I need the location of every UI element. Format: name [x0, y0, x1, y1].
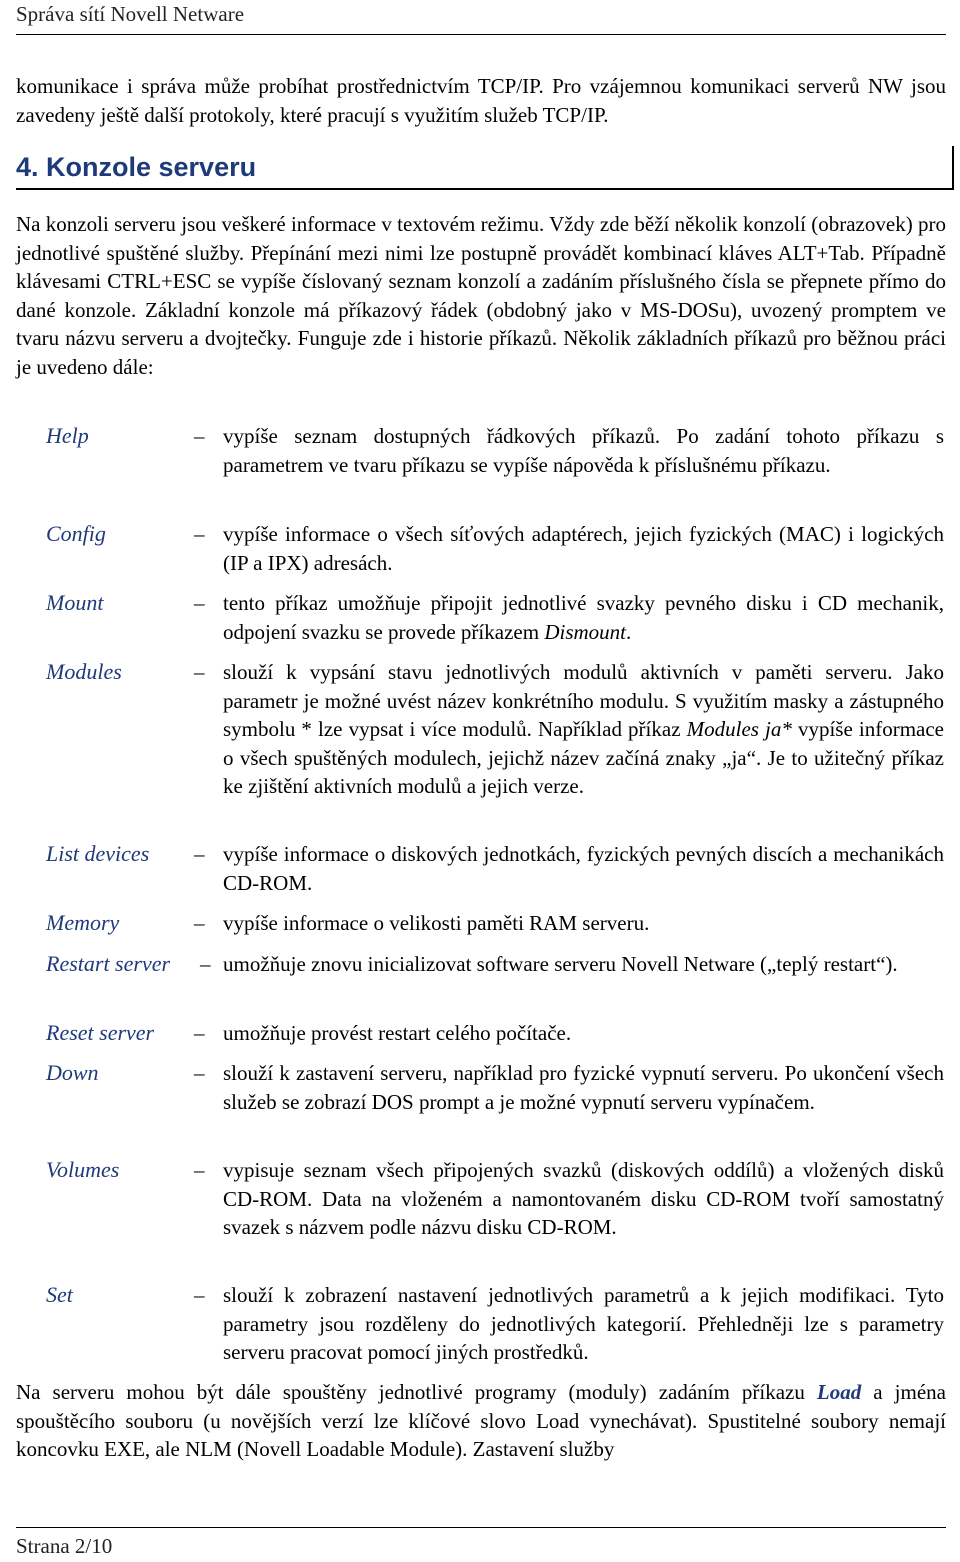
- dash: –: [194, 1061, 205, 1085]
- closing-text: a jména spouštěcího souboru (u novějších verzí lze klíčové slovo Load vynechávat). Spustitelné soubory nemají koncovku EXE, ale NLM (Novell Loadable Module). Zastavení služby: [16, 1380, 946, 1461]
- command-description: [223, 658, 944, 801]
- command-description: umožňuje provést restart celého počítače.: [223, 1021, 572, 1045]
- section-title: 4. Konzole serveru: [16, 152, 257, 182]
- dash: –: [194, 842, 205, 866]
- command-term: Down: [46, 1060, 99, 1085]
- load-keyword: Load: [816, 1380, 862, 1404]
- dash: –: [194, 1158, 205, 1182]
- desc-emphasis: Dismount: [544, 619, 626, 644]
- command-term: Volumes: [46, 1157, 120, 1182]
- console-paragraph: Na konzoli serveru jsou veškeré informace v textovém režimu. Vždy zde běží několik konzolí (obrazovek) pro jednotlivé spuštěné služby. Přepínání mezi nimi lze postupně provádět kombinací kláves ALT+Tab. Případně klávesami CTRL+ESC se vypíše číslovaný seznam konzolí a zadáním příslušného čísla se přepnete přímo do dané konzole. Základní konzole má příkazový řádek (obdobný jako v MS-DOSu), uvozený promptem ve tvaru názvu serveru a dvojtečky. Funguje zde i historie příkazů. Několik základních příkazů pro běžnou práci je uvedeno dále:: [16, 212, 946, 379]
- dash: –: [194, 424, 205, 448]
- command-term: List devices: [46, 841, 150, 866]
- dash: –: [194, 1021, 205, 1045]
- dash: –: [194, 522, 205, 546]
- command-description: vypíše informace o všech síťových adaptérech, jejich fyzických (MAC) i logických (IP a IPX) adresách.: [223, 522, 944, 575]
- dash: –: [194, 1283, 205, 1307]
- intro-paragraph: komunikace i správa může probíhat prostřednictvím TCP/IP. Pro vzájemnou komunikaci serverů NW jsou zavedeny ještě další protokoly, které pracují s využitím služeb TCP/IP.: [16, 74, 946, 127]
- closing-text: Na serveru mohou být dále spouštěny jednotlivé programy (moduly) zadáním příkazu: [16, 1380, 817, 1404]
- command-term: Reset server: [46, 1020, 155, 1045]
- command-term: Help: [46, 423, 89, 448]
- command-description: slouží k zastavení serveru, například pro fyzické vypnutí serveru. Po ukončení všech služeb se zobrazí DOS prompt a je možné vypnutí serveru vypínačem.: [223, 1061, 944, 1114]
- dash: –: [194, 591, 205, 615]
- desc-text: vypíše informace o všech spuštěných modulech, jejichž název začíná znaky „ja“. Je to užitečný příkaz ke zjištění aktivních modulů a jejich verze.: [223, 717, 944, 798]
- command-term: Set: [46, 1282, 73, 1307]
- command-term: Memory: [46, 910, 120, 935]
- command-term: Restart server: [46, 951, 171, 976]
- command-description: [223, 589, 944, 646]
- command-term: Mount: [46, 590, 104, 615]
- command-description: umožňuje znovu inicializovat software serveru Novell Netware („teplý restart“).: [223, 952, 898, 976]
- command-description: vypíše informace o diskových jednotkách, fyzických pevných discích a mechanikách CD-ROM.: [223, 842, 944, 895]
- section-heading-box: [16, 146, 954, 190]
- page-number: Strana 2/10: [16, 1534, 113, 1558]
- desc-text: .: [626, 619, 632, 644]
- command-description: slouží k zobrazení nastavení jednotlivých parametrů a k jejich modifikaci. Tyto parametry jsou rozděleny do jednotlivých kategorií. Přehledněji lze s parametry serveru pracovat pomocí jiných prostředků.: [223, 1283, 944, 1364]
- closing-paragraph: [16, 1378, 946, 1464]
- desc-emphasis: Modules ja*: [686, 717, 792, 741]
- desc-text: tento příkaz umožňuje připojit jednotlivé svazky pevného disku i CD mechanik, odpojení svazku se provede příkazem: [223, 591, 944, 644]
- dash: –: [194, 911, 205, 935]
- page-header: [16, 0, 946, 35]
- page-footer: [16, 1527, 946, 1558]
- dash: –: [194, 660, 205, 684]
- command-description: vypisuje seznam všech připojených svazků (diskových oddílů) a vložených disků CD-ROM. Data na vloženém a namontovaném disku CD-ROM tvoří samostatný svazek s názvem podle názvu disku CD-ROM.: [223, 1158, 944, 1239]
- command-description: vypíše informace o velikosti paměti RAM serveru.: [223, 911, 650, 935]
- desc-text: slouží k vypsání stavu jednotlivých modulů aktivních v paměti serveru. Jako parametr je možné uvést název konkrétního modulu. S využitím masky a zástupného symbolu * lze vypsat i více modulů. Například příkaz: [223, 660, 944, 741]
- dash: –: [200, 952, 211, 976]
- command-term: Config: [46, 521, 106, 546]
- command-term: Modules: [46, 659, 122, 684]
- command-description: vypíše seznam dostupných řádkových příkazů. Po zadání tohoto příkazu s parametrem ve tvaru příkazu se vypíše nápověda k příslušnému příkazu.: [223, 424, 944, 477]
- header-title: Správa sítí Novell Netware: [16, 2, 245, 26]
